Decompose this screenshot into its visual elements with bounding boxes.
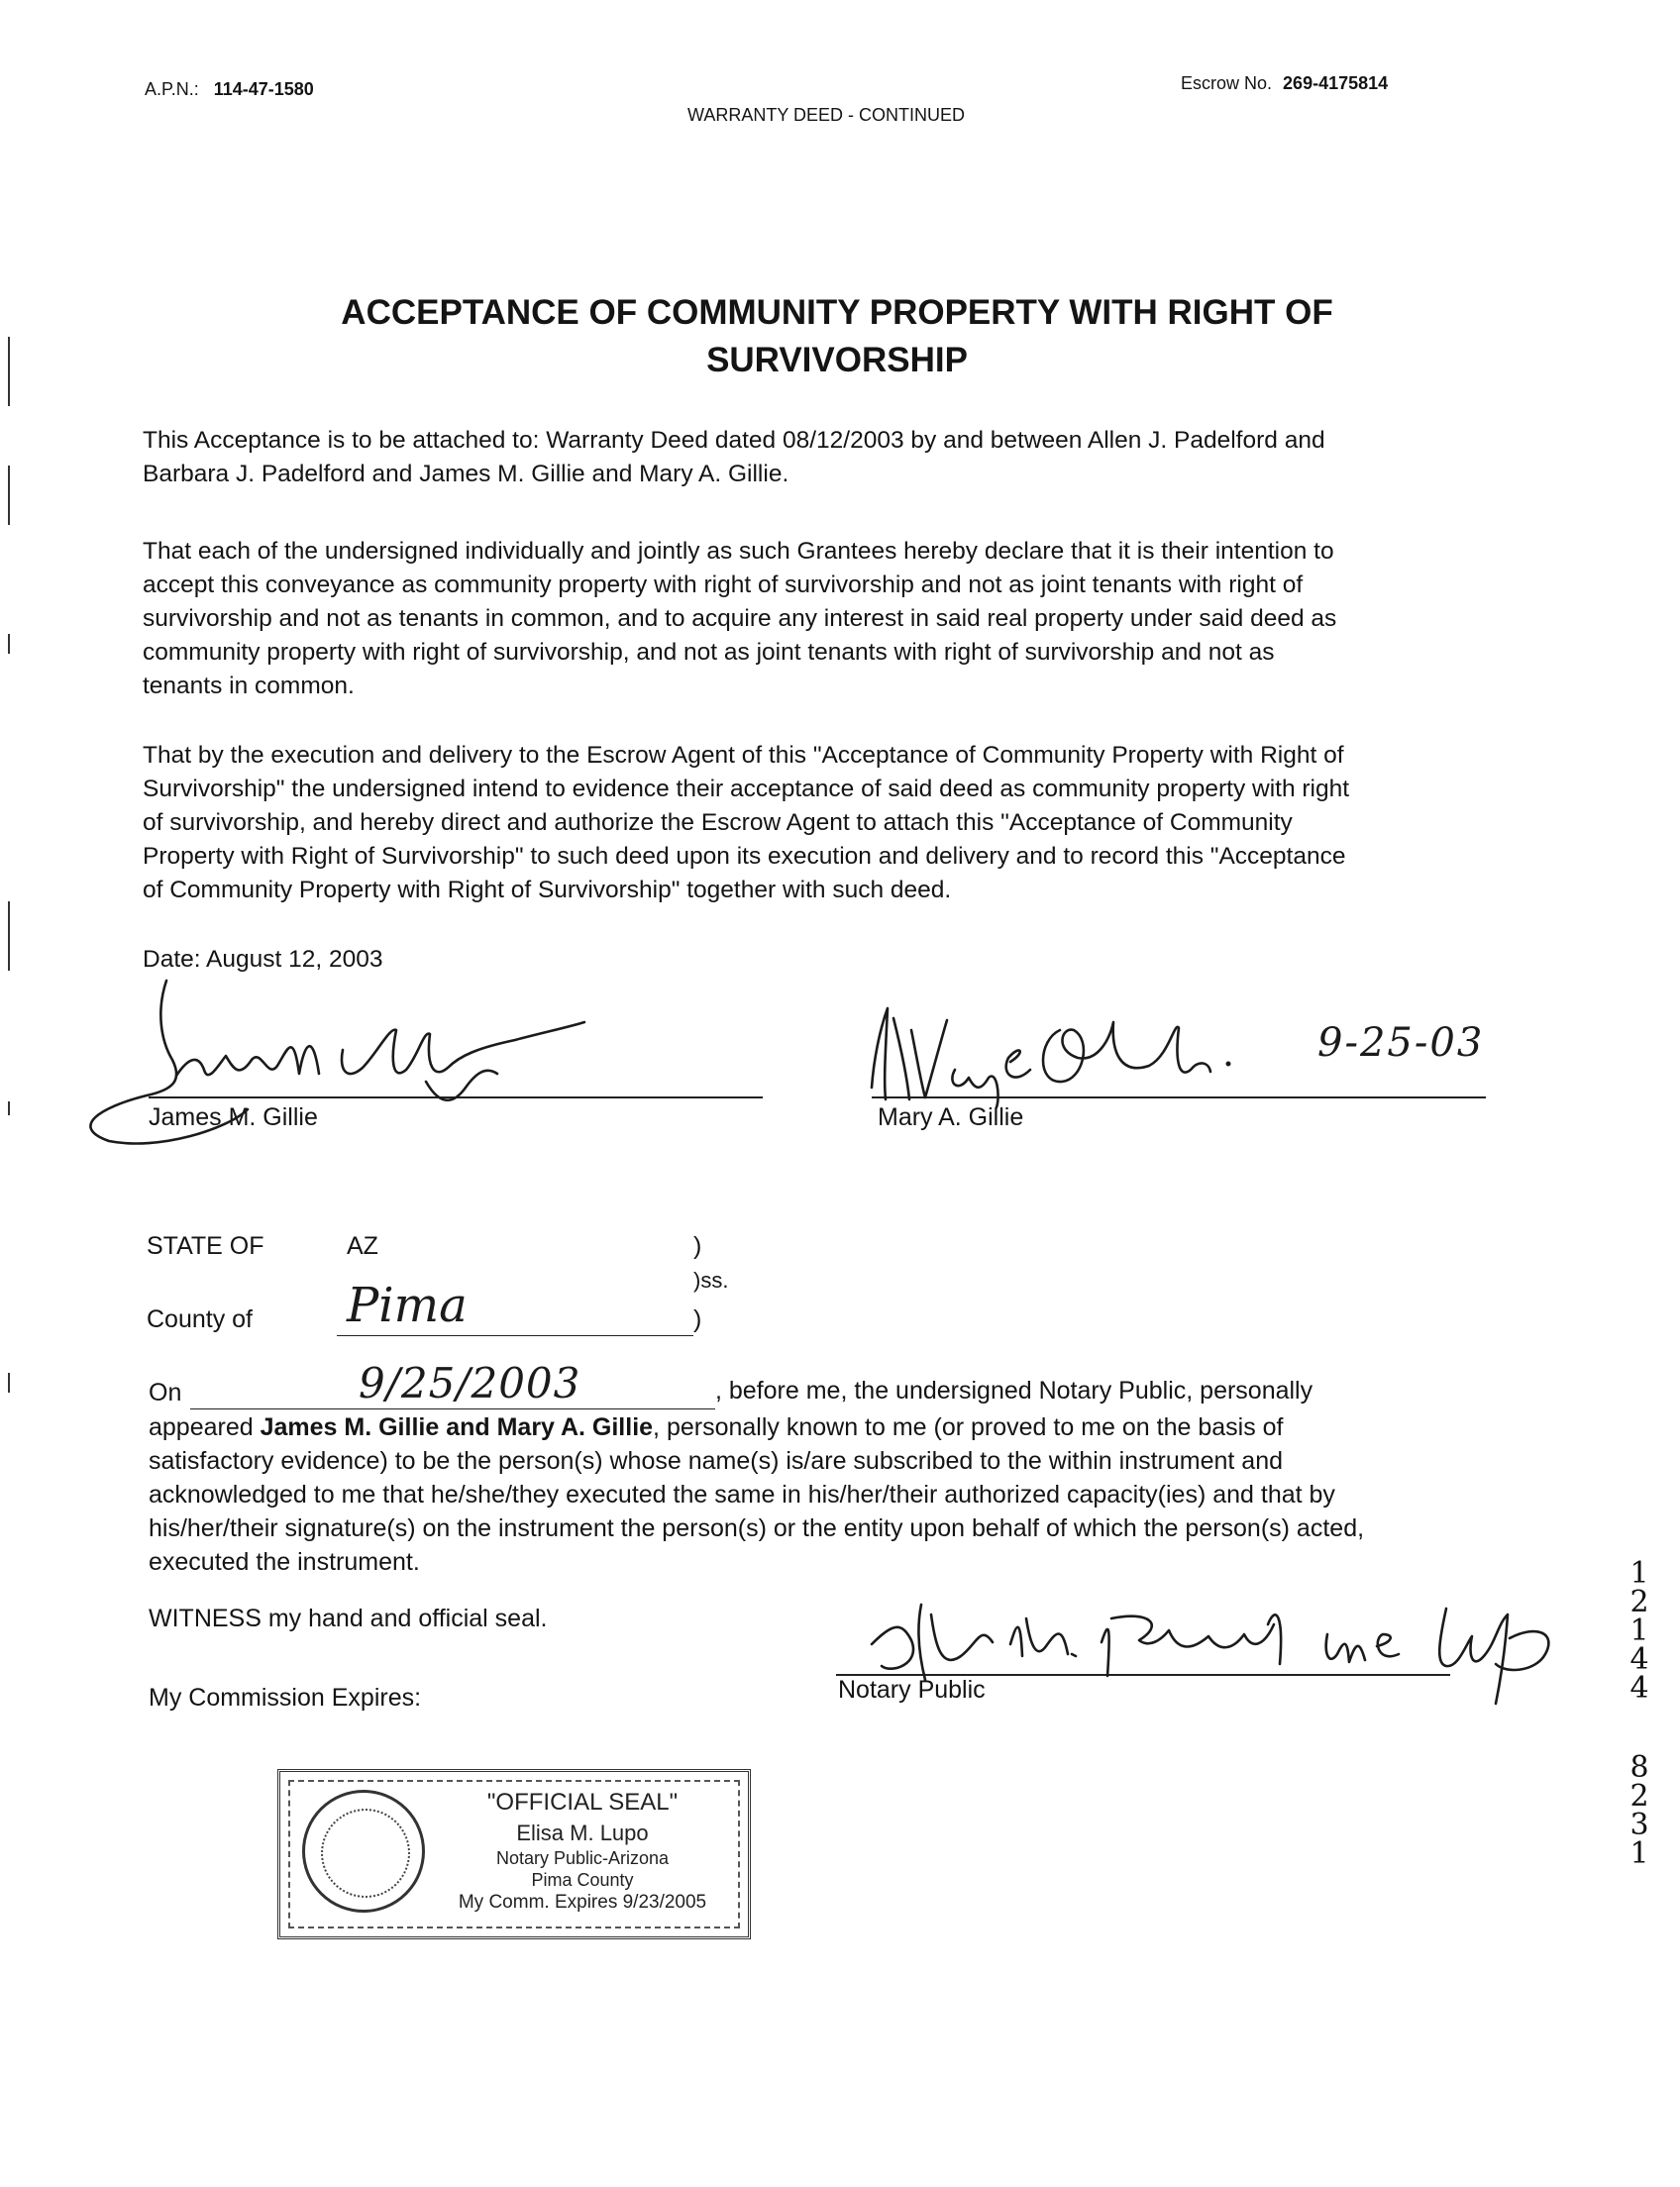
appeared-prefix: appeared <box>149 1413 261 1441</box>
scan-mark <box>8 901 10 971</box>
commission-expires: My Commission Expires: <box>149 1684 422 1712</box>
state-value: AZ <box>347 1232 378 1260</box>
paragraph-line: This Acceptance is to be attached to: Warranty Deed dated 08/12/2003 by and between Allen J. Padelford and <box>143 427 1325 454</box>
on-handwritten-date: 9/25/2003 <box>359 1359 581 1407</box>
scan-mark <box>8 1373 10 1393</box>
state-label: STATE OF <box>147 1232 264 1260</box>
notary-body-line: acknowledged to me that he/she/they executed the same in his/her/their authorized capacity(ies) and that by <box>149 1481 1335 1509</box>
paragraph-line: Barbara J. Padelford and James M. Gillie and Mary A. Gillie. <box>143 461 789 487</box>
signer-name-mary: Mary A. Gillie <box>878 1103 1024 1131</box>
appeared-names: James M. Gillie and Mary A. Gillie <box>260 1413 654 1441</box>
escrow-number <box>1181 73 1388 94</box>
appeared-line <box>149 1410 1555 1444</box>
recording-number-digit: 1 <box>1629 1556 1649 1591</box>
apn-label: A.P.N.: <box>145 79 199 99</box>
apn-value: 114-47-1580 <box>213 79 314 99</box>
notary-public-label: Notary Public <box>838 1676 986 1704</box>
stamp-notary-role: Notary Public-Arizona <box>495 1848 670 1868</box>
paragraph-line: community property with right of survivorship, and not as joint tenants with right of survivorship and not as <box>143 639 1275 666</box>
scan-mark <box>8 466 10 525</box>
paragraph-line: That each of the undersigned individually and jointly as such Grantees hereby declare that it is their intention to <box>143 538 1334 565</box>
ss-mark: )ss. <box>693 1268 729 1293</box>
notary-body-line: executed the instrument. <box>149 1548 420 1576</box>
scan-mark <box>8 1101 10 1115</box>
stamp-expires: My Comm. Expires 9/23/2005 <box>458 1892 707 1913</box>
notary-body-line: satisfactory evidence) to be the person(s) whose name(s) is/are subscribed to the within instrument and <box>149 1447 1283 1475</box>
notary-body <box>149 1410 1555 1579</box>
recording-number-digit: 1 <box>1629 1614 1649 1648</box>
recording-number-digit: 1 <box>1629 1836 1649 1871</box>
paragraph-line: of survivorship, and hereby direct and authorize the Escrow Agent to attach this "Acceptance of Community <box>143 809 1293 836</box>
recording-number-digit: 2 <box>1629 1779 1649 1814</box>
recording-number-digit: 4 <box>1629 1642 1649 1677</box>
escrow-label: Escrow No. <box>1181 73 1273 93</box>
paragraph-line: of Community Property with Right of Survivorship" together with such deed. <box>143 877 952 903</box>
on-label: On <box>149 1379 182 1406</box>
appeared-suffix: , personally known to me (or proved to me on the basis of <box>653 1413 1284 1441</box>
recording-number-digit: 8 <box>1629 1750 1649 1785</box>
scan-mark <box>8 634 10 654</box>
title-line-1: ACCEPTANCE OF COMMUNITY PROPERTY WITH RIGHT OF <box>341 293 1333 332</box>
official-seal-stamp <box>277 1769 751 1939</box>
stamp-notary-name: Elisa M. Lupo <box>516 1821 649 1845</box>
on-rest-text: , before me, the undersigned Notary Public, personally <box>715 1377 1313 1405</box>
paragraph-line: Property with Right of Survivorship" to such deed upon its execution and delivery and to record this "Acceptance <box>143 843 1346 870</box>
county-handwritten: Pima <box>347 1278 468 1333</box>
paragraph-declaration <box>143 535 1539 703</box>
paragraph-attachment <box>143 424 1539 491</box>
date-line: Date: August 12, 2003 <box>143 946 383 973</box>
document-title <box>248 289 1426 384</box>
signature-mary-handwritten <box>852 1000 1367 1109</box>
paragraph-line: That by the execution and delivery to the Escrow Agent of this "Acceptance of Community Property with Right of <box>143 742 1344 769</box>
paragraph-line: survivorship and not as tenants in common, and to acquire any interest in said real property under said deed as <box>143 605 1337 632</box>
paragraph-line: tenants in common. <box>143 673 355 699</box>
paren-3: ) <box>693 1305 702 1333</box>
paragraph-line: Survivorship" the undersigned intend to evidence their acceptance of said deed as community property with right <box>143 776 1350 802</box>
paren-1: ) <box>693 1232 702 1260</box>
witness-line: WITNESS my hand and official seal. <box>149 1605 548 1632</box>
recording-number-digit: 3 <box>1629 1808 1649 1842</box>
signer-name-james: James M. Gillie <box>149 1103 318 1131</box>
state-seal-icon <box>302 1790 425 1913</box>
scan-mark <box>8 337 10 406</box>
notary-body-line: his/her/their signature(s) on the instrument the person(s) or the entity upon behalf of which the person(s) acted, <box>149 1514 1365 1542</box>
signature-james-handwritten <box>50 971 604 1149</box>
stamp-title: "OFFICIAL SEAL" <box>486 1789 679 1816</box>
paragraph-execution <box>143 739 1539 907</box>
paragraph-line: accept this conveyance as community property with right of survivorship and not as joint tenants with right of <box>143 572 1304 598</box>
title-line-2: SURVIVORSHIP <box>706 341 968 379</box>
mary-handwritten-date: 9-25-03 <box>1317 1020 1485 1066</box>
stamp-county: Pima County <box>531 1870 634 1890</box>
recording-number-digit: 2 <box>1629 1585 1649 1619</box>
apn <box>145 79 314 100</box>
page-subtitle: WARRANTY DEED - CONTINUED <box>687 105 966 125</box>
recording-number-digit: 4 <box>1629 1671 1649 1706</box>
county-label: County of <box>147 1305 254 1333</box>
escrow-value: 269-4175814 <box>1283 73 1389 93</box>
